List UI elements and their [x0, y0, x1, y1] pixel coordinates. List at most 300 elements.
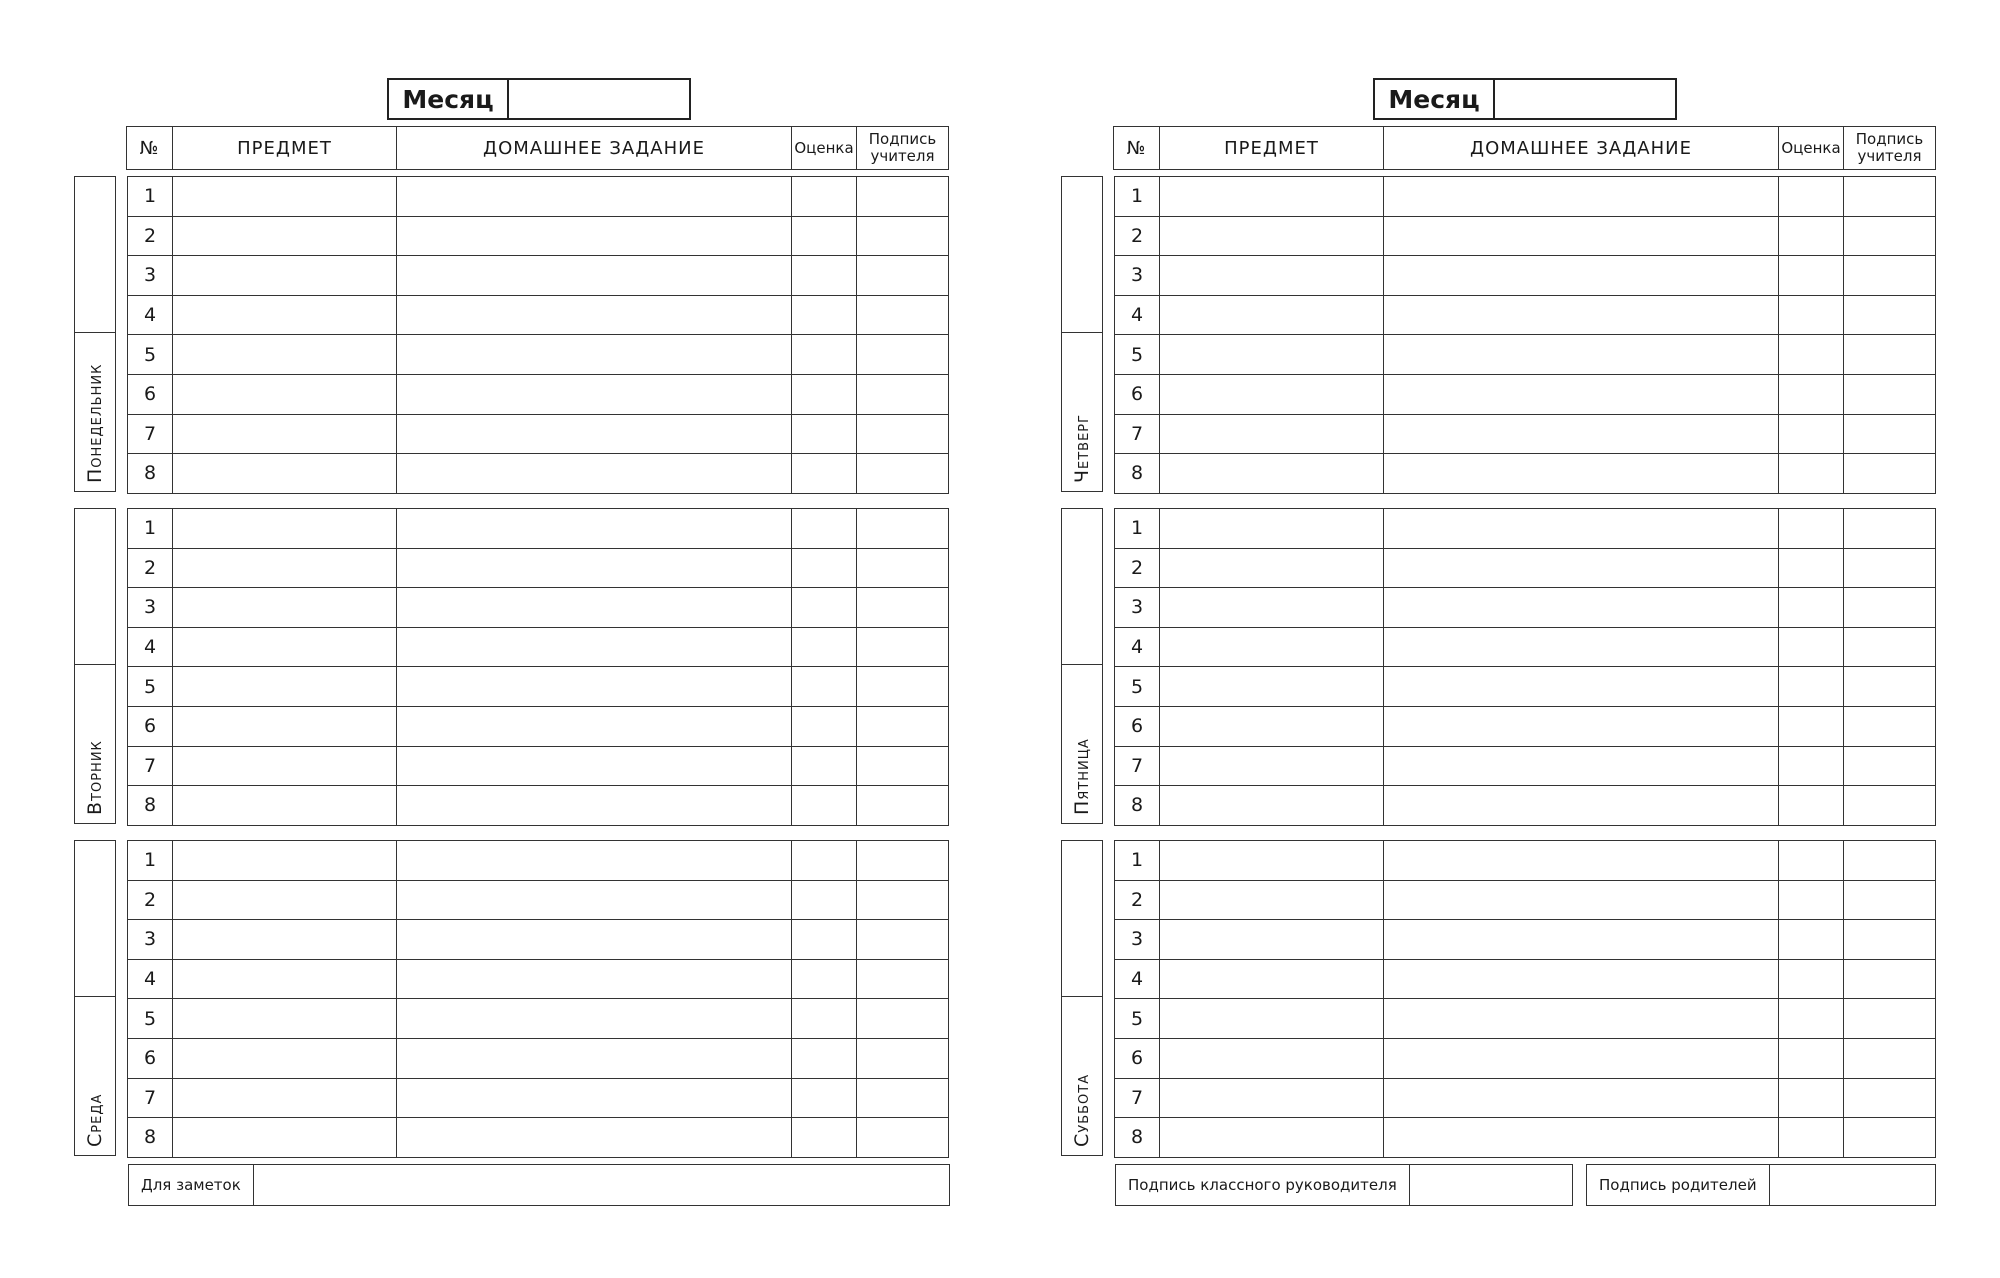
- table-row: [128, 509, 949, 549]
- grade-cell[interactable]: [792, 374, 857, 414]
- teacher-signature-cell[interactable]: [1844, 627, 1936, 667]
- subject-cell[interactable]: [1160, 414, 1384, 454]
- table-row: [1115, 177, 1936, 217]
- grade-cell[interactable]: [1779, 374, 1844, 414]
- subject-cell[interactable]: [1160, 374, 1384, 414]
- teacher-signature-cell[interactable]: [857, 786, 949, 826]
- homework-cell[interactable]: [397, 880, 792, 920]
- subject-cell[interactable]: [173, 920, 397, 960]
- subject-cell[interactable]: [173, 256, 397, 296]
- teacher-signature-cell[interactable]: [1844, 959, 1936, 999]
- table-row: [128, 588, 949, 628]
- homework-cell[interactable]: [397, 216, 792, 256]
- table-row: [1115, 1118, 1936, 1158]
- subject-cell[interactable]: [1160, 1038, 1384, 1078]
- teacher-signature-cell[interactable]: [857, 256, 949, 296]
- table-row: [128, 1078, 949, 1118]
- subject-cell[interactable]: [173, 1038, 397, 1078]
- grade-cell[interactable]: [792, 335, 857, 375]
- grade-cell[interactable]: [792, 1078, 857, 1118]
- subject-cell[interactable]: [1160, 548, 1384, 588]
- subject-cell[interactable]: [1160, 256, 1384, 296]
- teacher-signature-cell[interactable]: [857, 959, 949, 999]
- homework-cell[interactable]: [1384, 920, 1779, 960]
- table-row: [1115, 1078, 1936, 1118]
- subject-cell[interactable]: [173, 786, 397, 826]
- grade-cell[interactable]: [1779, 548, 1844, 588]
- row-number: 7: [1115, 746, 1160, 786]
- grade-cell[interactable]: [1779, 216, 1844, 256]
- day-table: [1114, 176, 1936, 494]
- teacher-signature-cell[interactable]: [857, 548, 949, 588]
- table-row: [1115, 841, 1936, 881]
- homework-cell[interactable]: [397, 509, 792, 549]
- grade-cell[interactable]: [1779, 746, 1844, 786]
- subject-cell[interactable]: [1160, 841, 1384, 881]
- homework-cell[interactable]: [1384, 841, 1779, 881]
- day-tab-divider: [75, 664, 115, 665]
- homework-cell[interactable]: [1384, 999, 1779, 1039]
- subject-cell[interactable]: [1160, 454, 1384, 494]
- subject-cell[interactable]: [1160, 627, 1384, 667]
- row-number: 6: [1115, 1038, 1160, 1078]
- teacher-signature-cell[interactable]: [857, 335, 949, 375]
- header-subject: ПРЕДМЕТ: [173, 127, 397, 170]
- row-number: 8: [1115, 454, 1160, 494]
- table-row: [1115, 746, 1936, 786]
- homework-cell[interactable]: [397, 627, 792, 667]
- homework-cell[interactable]: [397, 1038, 792, 1078]
- table-row: [128, 786, 949, 826]
- teacher-signature-cell[interactable]: [1844, 454, 1936, 494]
- teacher-signature-cell[interactable]: [1844, 841, 1936, 881]
- subject-cell[interactable]: [173, 295, 397, 335]
- table-row: [128, 880, 949, 920]
- table-row: [128, 335, 949, 375]
- subject-cell[interactable]: [173, 841, 397, 881]
- subject-cell[interactable]: [173, 588, 397, 628]
- homework-cell[interactable]: [1384, 786, 1779, 826]
- teacher-signature-cell[interactable]: [1844, 746, 1936, 786]
- grade-cell[interactable]: [1779, 667, 1844, 707]
- subject-cell[interactable]: [1160, 1118, 1384, 1158]
- table-row: [1115, 548, 1936, 588]
- homework-cell[interactable]: [397, 746, 792, 786]
- grade-cell[interactable]: [792, 1118, 857, 1158]
- homework-cell[interactable]: [397, 959, 792, 999]
- table-row: [1115, 959, 1936, 999]
- row-number: 4: [128, 295, 173, 335]
- subject-cell[interactable]: [173, 706, 397, 746]
- teacher-signature-cell[interactable]: [1844, 295, 1936, 335]
- header-subject: ПРЕДМЕТ: [1160, 127, 1384, 170]
- subject-cell[interactable]: [1160, 880, 1384, 920]
- teacher-signature-cell[interactable]: [857, 588, 949, 628]
- row-number: 5: [128, 335, 173, 375]
- teacher-signature-cell[interactable]: [857, 880, 949, 920]
- teacher-signature-cell[interactable]: [1844, 216, 1936, 256]
- homework-cell[interactable]: [397, 920, 792, 960]
- table-row: [128, 256, 949, 296]
- homework-cell[interactable]: [1384, 414, 1779, 454]
- month-box: [1373, 78, 1677, 120]
- notes-label: Для заметок: [129, 1165, 254, 1205]
- subject-cell[interactable]: [1160, 295, 1384, 335]
- header-num: №: [127, 127, 173, 170]
- grade-cell[interactable]: [1779, 786, 1844, 826]
- grade-cell[interactable]: [1779, 627, 1844, 667]
- grade-cell[interactable]: [1779, 295, 1844, 335]
- table-row: [128, 216, 949, 256]
- teacher-signature-cell[interactable]: [1844, 374, 1936, 414]
- teacher-signature-cell[interactable]: [857, 295, 949, 335]
- homework-cell[interactable]: [397, 999, 792, 1039]
- grade-cell[interactable]: [792, 216, 857, 256]
- homework-cell[interactable]: [1384, 548, 1779, 588]
- subject-cell[interactable]: [1160, 920, 1384, 960]
- subject-cell[interactable]: [173, 414, 397, 454]
- parents-signature-field[interactable]: [1770, 1165, 1935, 1205]
- teacher-signature-cell[interactable]: [1844, 177, 1936, 217]
- grade-cell[interactable]: [1779, 177, 1844, 217]
- teacher-signature-cell[interactable]: [857, 999, 949, 1039]
- row-number: 2: [1115, 548, 1160, 588]
- day-tab-divider: [75, 332, 115, 333]
- day-label: Понедельник: [84, 363, 106, 483]
- parents-signature-label: Подпись родителей: [1587, 1165, 1770, 1205]
- homework-cell[interactable]: [397, 548, 792, 588]
- grade-cell[interactable]: [792, 706, 857, 746]
- day-tab-divider: [1062, 332, 1102, 333]
- table-row: [128, 374, 949, 414]
- grade-cell[interactable]: [1779, 999, 1844, 1039]
- subject-cell[interactable]: [1160, 588, 1384, 628]
- row-number: 2: [1115, 880, 1160, 920]
- homework-cell[interactable]: [397, 1078, 792, 1118]
- row-number: 5: [1115, 667, 1160, 707]
- day-label: Четверг: [1071, 413, 1093, 483]
- homework-cell[interactable]: [397, 256, 792, 296]
- subject-cell[interactable]: [173, 1078, 397, 1118]
- grade-cell[interactable]: [792, 454, 857, 494]
- teacher-signature-cell[interactable]: [857, 1118, 949, 1158]
- row-number: 6: [1115, 706, 1160, 746]
- teacher-signature-cell[interactable]: [857, 920, 949, 960]
- subject-cell[interactable]: [1160, 786, 1384, 826]
- table-row: [1115, 706, 1936, 746]
- subject-cell[interactable]: [173, 216, 397, 256]
- day-tab-divider: [75, 996, 115, 997]
- row-number: 7: [1115, 414, 1160, 454]
- row-number: 2: [128, 216, 173, 256]
- teacher-signature-cell[interactable]: [1844, 706, 1936, 746]
- row-number: 7: [128, 1078, 173, 1118]
- subject-cell[interactable]: [173, 509, 397, 549]
- homework-cell[interactable]: [397, 295, 792, 335]
- grade-cell[interactable]: [792, 999, 857, 1039]
- subject-cell[interactable]: [173, 1118, 397, 1158]
- month-field[interactable]: [1495, 80, 1675, 118]
- teacher-signature-cell[interactable]: [1844, 414, 1936, 454]
- grade-cell[interactable]: [792, 667, 857, 707]
- row-number: 6: [128, 1038, 173, 1078]
- day-tab: [1061, 176, 1103, 492]
- homework-cell[interactable]: [1384, 1118, 1779, 1158]
- row-number: 7: [1115, 1078, 1160, 1118]
- homework-cell[interactable]: [1384, 1038, 1779, 1078]
- table-row: [128, 746, 949, 786]
- grade-cell[interactable]: [1779, 1078, 1844, 1118]
- row-number: 6: [128, 706, 173, 746]
- teacher-signature-cell[interactable]: [1844, 880, 1936, 920]
- grade-cell[interactable]: [792, 746, 857, 786]
- subject-cell[interactable]: [173, 454, 397, 494]
- row-number: 8: [128, 786, 173, 826]
- table-row: [128, 920, 949, 960]
- homework-cell[interactable]: [397, 454, 792, 494]
- subject-cell[interactable]: [173, 880, 397, 920]
- grade-cell[interactable]: [1779, 335, 1844, 375]
- notes-field[interactable]: [254, 1165, 949, 1205]
- homework-cell[interactable]: [397, 177, 792, 217]
- homework-cell[interactable]: [1384, 667, 1779, 707]
- subject-cell[interactable]: [1160, 216, 1384, 256]
- homework-cell[interactable]: [1384, 295, 1779, 335]
- teacher-signature-cell[interactable]: [857, 841, 949, 881]
- homework-cell[interactable]: [1384, 588, 1779, 628]
- grade-cell[interactable]: [792, 920, 857, 960]
- grade-cell[interactable]: [1779, 706, 1844, 746]
- table-row: [1115, 1038, 1936, 1078]
- homework-cell[interactable]: [397, 374, 792, 414]
- class-teacher-signature-field[interactable]: [1410, 1165, 1572, 1205]
- month-label: Месяц: [389, 80, 509, 118]
- table-row: [1115, 627, 1936, 667]
- grade-cell[interactable]: [792, 177, 857, 217]
- subject-cell[interactable]: [173, 548, 397, 588]
- teacher-signature-cell[interactable]: [857, 667, 949, 707]
- grade-cell[interactable]: [792, 295, 857, 335]
- table-row: [128, 1038, 949, 1078]
- subject-cell[interactable]: [1160, 177, 1384, 217]
- homework-cell[interactable]: [1384, 1078, 1779, 1118]
- teacher-signature-cell[interactable]: [1844, 920, 1936, 960]
- teacher-signature-cell[interactable]: [1844, 999, 1936, 1039]
- day-tab-divider: [1062, 664, 1102, 665]
- table-row: [1115, 414, 1936, 454]
- subject-cell[interactable]: [173, 667, 397, 707]
- grade-cell[interactable]: [792, 841, 857, 881]
- month-field[interactable]: [509, 80, 689, 118]
- homework-cell[interactable]: [1384, 454, 1779, 494]
- grade-cell[interactable]: [792, 414, 857, 454]
- grade-cell[interactable]: [792, 588, 857, 628]
- teacher-signature-cell[interactable]: [857, 1038, 949, 1078]
- row-number: 4: [128, 627, 173, 667]
- grade-cell[interactable]: [1779, 841, 1844, 881]
- table-row: [1115, 374, 1936, 414]
- homework-cell[interactable]: [397, 706, 792, 746]
- row-number: 6: [128, 374, 173, 414]
- subject-cell[interactable]: [1160, 1078, 1384, 1118]
- table-row: [1115, 880, 1936, 920]
- teacher-signature-cell[interactable]: [857, 706, 949, 746]
- table-row: [1115, 216, 1936, 256]
- homework-cell[interactable]: [1384, 627, 1779, 667]
- parents-signature-box: [1586, 1164, 1936, 1206]
- month-label: Месяц: [1375, 80, 1495, 118]
- table-row: [1115, 256, 1936, 296]
- row-number: 7: [128, 414, 173, 454]
- teacher-signature-cell[interactable]: [1844, 548, 1936, 588]
- row-number: 1: [1115, 509, 1160, 549]
- teacher-signature-cell[interactable]: [1844, 1118, 1936, 1158]
- table-row: [128, 295, 949, 335]
- row-number: 8: [128, 454, 173, 494]
- day-table: [127, 840, 949, 1158]
- header-homework: ДОМАШНЕЕ ЗАДАНИЕ: [1384, 127, 1779, 170]
- subject-cell[interactable]: [1160, 959, 1384, 999]
- grade-cell[interactable]: [1779, 959, 1844, 999]
- teacher-signature-cell[interactable]: [857, 627, 949, 667]
- homework-cell[interactable]: [1384, 335, 1779, 375]
- grade-cell[interactable]: [1779, 588, 1844, 628]
- table-row: [128, 667, 949, 707]
- teacher-signature-cell[interactable]: [857, 414, 949, 454]
- header-teacher-signature: Подпись учителя: [1844, 127, 1936, 170]
- table-row: [128, 706, 949, 746]
- teacher-signature-cell[interactable]: [857, 454, 949, 494]
- day-label: Среда: [84, 1093, 106, 1147]
- homework-cell[interactable]: [397, 335, 792, 375]
- homework-cell[interactable]: [1384, 880, 1779, 920]
- table-row: [1115, 454, 1936, 494]
- table-row: [1115, 295, 1936, 335]
- teacher-signature-cell[interactable]: [857, 216, 949, 256]
- row-number: 8: [1115, 786, 1160, 826]
- grade-cell[interactable]: [792, 786, 857, 826]
- row-number: 4: [1115, 295, 1160, 335]
- subject-cell[interactable]: [173, 374, 397, 414]
- day-table: [1114, 840, 1936, 1158]
- grade-cell[interactable]: [1779, 454, 1844, 494]
- grade-cell[interactable]: [1779, 1038, 1844, 1078]
- subject-cell[interactable]: [173, 746, 397, 786]
- grade-cell[interactable]: [792, 548, 857, 588]
- grade-cell[interactable]: [792, 1038, 857, 1078]
- row-number: 2: [1115, 216, 1160, 256]
- grade-cell[interactable]: [1779, 414, 1844, 454]
- row-number: 3: [128, 920, 173, 960]
- teacher-signature-cell[interactable]: [857, 746, 949, 786]
- grade-cell[interactable]: [1779, 920, 1844, 960]
- row-number: 1: [128, 841, 173, 881]
- row-number: 4: [1115, 627, 1160, 667]
- class-teacher-signature-label: Подпись классного руководителя: [1116, 1165, 1410, 1205]
- subject-cell[interactable]: [173, 177, 397, 217]
- subject-cell[interactable]: [1160, 335, 1384, 375]
- teacher-signature-cell[interactable]: [1844, 1038, 1936, 1078]
- homework-cell[interactable]: [397, 841, 792, 881]
- row-number: 8: [1115, 1118, 1160, 1158]
- month-box: [387, 78, 691, 120]
- grade-cell[interactable]: [792, 256, 857, 296]
- subject-cell[interactable]: [1160, 746, 1384, 786]
- homework-cell[interactable]: [1384, 216, 1779, 256]
- grade-cell[interactable]: [1779, 509, 1844, 549]
- teacher-signature-cell[interactable]: [1844, 1078, 1936, 1118]
- day-tab: [74, 176, 116, 492]
- day-table: [127, 508, 949, 826]
- subject-cell[interactable]: [173, 999, 397, 1039]
- day-tab: [74, 840, 116, 1156]
- subject-cell[interactable]: [1160, 667, 1384, 707]
- subject-cell[interactable]: [173, 335, 397, 375]
- subject-cell[interactable]: [1160, 999, 1384, 1039]
- homework-cell[interactable]: [1384, 374, 1779, 414]
- teacher-signature-cell[interactable]: [857, 177, 949, 217]
- subject-cell[interactable]: [173, 959, 397, 999]
- teacher-signature-cell[interactable]: [857, 374, 949, 414]
- teacher-signature-cell[interactable]: [1844, 588, 1936, 628]
- day-label: Пятница: [1071, 738, 1093, 815]
- homework-cell[interactable]: [1384, 509, 1779, 549]
- homework-cell[interactable]: [1384, 746, 1779, 786]
- teacher-signature-cell[interactable]: [1844, 335, 1936, 375]
- teacher-signature-cell[interactable]: [857, 509, 949, 549]
- row-number: 3: [128, 256, 173, 296]
- teacher-signature-cell[interactable]: [1844, 667, 1936, 707]
- row-number: 1: [128, 177, 173, 217]
- grade-cell[interactable]: [792, 509, 857, 549]
- teacher-signature-cell[interactable]: [857, 1078, 949, 1118]
- right-page: [1000, 0, 2000, 1278]
- homework-cell[interactable]: [397, 786, 792, 826]
- grade-cell[interactable]: [792, 627, 857, 667]
- homework-cell[interactable]: [397, 414, 792, 454]
- homework-cell[interactable]: [1384, 177, 1779, 217]
- homework-cell[interactable]: [1384, 959, 1779, 999]
- homework-cell[interactable]: [397, 588, 792, 628]
- grade-cell[interactable]: [792, 959, 857, 999]
- subject-cell[interactable]: [173, 627, 397, 667]
- grade-cell[interactable]: [1779, 880, 1844, 920]
- grade-cell[interactable]: [1779, 256, 1844, 296]
- homework-cell[interactable]: [1384, 256, 1779, 296]
- row-number: 5: [128, 667, 173, 707]
- subject-cell[interactable]: [1160, 706, 1384, 746]
- teacher-signature-cell[interactable]: [1844, 256, 1936, 296]
- row-number: 5: [1115, 335, 1160, 375]
- table-row: [128, 627, 949, 667]
- table-row: [128, 841, 949, 881]
- teacher-signature-cell[interactable]: [1844, 786, 1936, 826]
- notes-box: [128, 1164, 950, 1206]
- subject-cell[interactable]: [1160, 509, 1384, 549]
- grade-cell[interactable]: [1779, 1118, 1844, 1158]
- homework-cell[interactable]: [1384, 706, 1779, 746]
- header-homework: ДОМАШНЕЕ ЗАДАНИЕ: [397, 127, 792, 170]
- homework-cell[interactable]: [397, 667, 792, 707]
- teacher-signature-cell[interactable]: [1844, 509, 1936, 549]
- grade-cell[interactable]: [792, 880, 857, 920]
- row-number: 3: [128, 588, 173, 628]
- table-row: [1115, 509, 1936, 549]
- day-tab: [1061, 508, 1103, 824]
- homework-cell[interactable]: [397, 1118, 792, 1158]
- table-row: [128, 548, 949, 588]
- row-number: 2: [128, 880, 173, 920]
